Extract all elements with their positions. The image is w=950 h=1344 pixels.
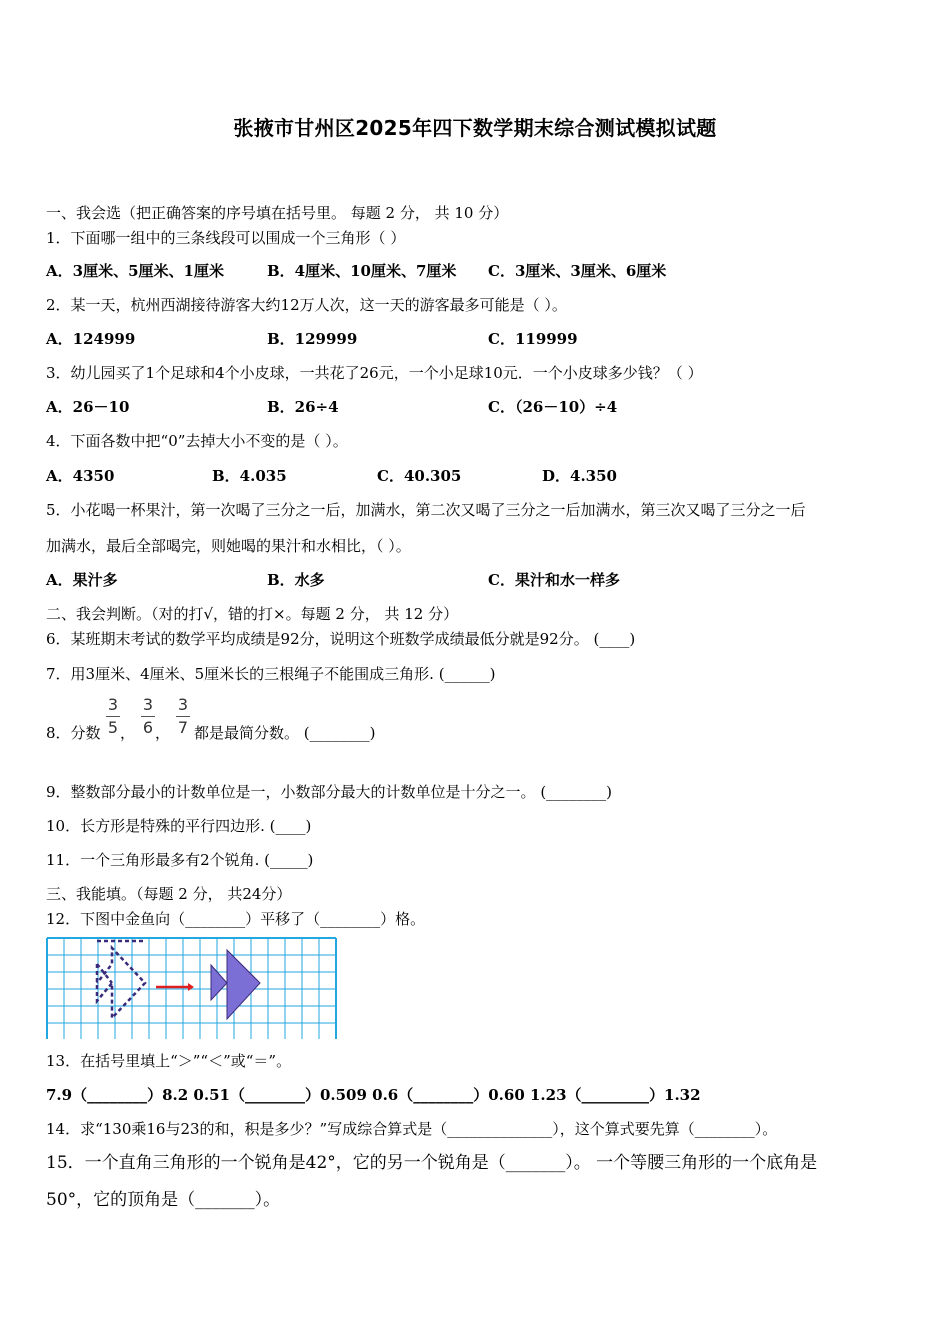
page-title: 张掖市甘州区2025年四下数学期末综合测试模拟试题 <box>233 116 717 140</box>
q3-option-a: A．26－10 <box>46 398 130 416</box>
q4-option-d: D．4.350 <box>542 467 617 485</box>
q7: 7．用3厘米、4厘米、5厘米长的三根绳子不能围成三角形. (______) <box>46 665 496 683</box>
q8-fraction-1-denominator: 5 <box>107 718 119 737</box>
q5-option-a: A．果汁多 <box>46 571 118 589</box>
fish-tail-shape <box>211 965 227 1000</box>
q8-prefix: 8．分数 <box>46 724 101 742</box>
q8-fraction-2-numerator: 3 <box>142 695 154 714</box>
section-3-heading: 三、我能填。（每题 2 分， 共24分） <box>46 885 292 903</box>
q4-option-c: C．40.305 <box>377 467 462 485</box>
q8-fraction-1-numerator: 3 <box>107 695 119 714</box>
q5-option-b: B．水多 <box>267 571 325 589</box>
q8-separator: ， <box>155 724 171 742</box>
section-1-heading: 一、我会选（把正确答案的序号填在括号里。 每题 2 分， 共 10 分） <box>46 204 509 222</box>
q10: 10．长方形是特殊的平行四边形. (____) <box>46 817 312 835</box>
q1-stem: 1．下面哪一组中的三条线段可以围成一个三角形（ ） <box>46 229 406 247</box>
q8-fraction-2-denominator: 6 <box>142 718 154 737</box>
q4-option-b: B．4.035 <box>212 467 287 485</box>
q3-option-b: B．26÷4 <box>267 398 339 416</box>
q2-option-b: B．129999 <box>267 330 358 348</box>
q2-option-a: A．124999 <box>46 330 136 348</box>
q9: 9．整数部分最小的计数单位是一，小数部分最大的计数单位是十分之一。 (________) <box>46 783 613 801</box>
q5-stem-line2: 加满水，最后全部喝完，则她喝的果汁和水相比，（ ）。 <box>46 537 411 555</box>
q8-fraction-2 <box>141 696 155 737</box>
q1-option-c: C．3厘米、3厘米、6厘米 <box>488 262 667 280</box>
section-2-heading: 二、我会判断。（对的打√，错的打×。每题 2 分， 共 12 分） <box>46 605 459 623</box>
q3-option-c: C．（26－10）÷4 <box>488 398 618 416</box>
arrow-head-icon <box>188 983 194 991</box>
q15-line2: 50°，它的顶角是（_______）。 <box>46 1190 281 1210</box>
q8-separator: ， <box>120 724 136 742</box>
q2-option-c: C．119999 <box>488 330 578 348</box>
q11: 11．一个三角形最多有2个锐角. (_____) <box>46 851 314 869</box>
q8-fraction-3 <box>176 696 190 737</box>
q4-option-a: A．4350 <box>46 467 115 485</box>
q8-fraction-3-denominator: 7 <box>177 718 189 737</box>
q1-option-a: A．3厘米、5厘米、1厘米 <box>46 262 224 280</box>
q5-stem-line1: 5．小花喝一杯果汁，第一次喝了三分之一后，加满水，第二次又喝了三分之一后加满水，第三次又喝了三分之一后 <box>46 501 806 519</box>
q3-stem: 3．幼儿园买了1个足球和4个小皮球，一共花了26元，一个小足球10元．一个小皮球多少钱？（ ） <box>46 364 703 382</box>
q4-stem: 4．下面各数中把“0”去掉大小不变的是（ ）。 <box>46 432 348 450</box>
q2-stem: 2．某一天，杭州西湖接待游客大约12万人次，这一天的游客最多可能是（ ）。 <box>46 296 567 314</box>
goldfish-translation-figure <box>46 937 344 1039</box>
q14: 14．求“130乘16与23的和，积是多少？”写成综合算式是（______________），这个算式要先算（________）。 <box>46 1120 778 1138</box>
q8-suffix: 都是最简分数。 (________) <box>194 724 376 742</box>
q1-option-b: B．4厘米、10厘米、7厘米 <box>267 262 457 280</box>
q15-line1: 15．一个直角三角形的一个锐角是42°，它的另一个锐角是（_______）。 一个等腰三角形的一个底角是 <box>46 1153 818 1173</box>
q13-items: 7.9（________）8.2 0.51（________）0.509 0.6（________）0.60 1.23（_________）1.32 <box>46 1086 701 1104</box>
q6: 6．某班期末考试的数学平均成绩是92分，说明这个班数学成绩最低分就是92分。 (____) <box>46 630 636 648</box>
q12: 12．下图中金鱼向（________）平移了（________）格。 <box>46 910 426 928</box>
q5-option-c: C．果汁和水一样多 <box>488 571 620 589</box>
q13-stem: 13．在括号里填上“＞”“＜”或“＝”。 <box>46 1052 292 1070</box>
q8-fraction-1 <box>106 696 120 737</box>
q8-fraction-3-numerator: 3 <box>177 695 189 714</box>
fish-body-shape <box>227 950 260 1019</box>
